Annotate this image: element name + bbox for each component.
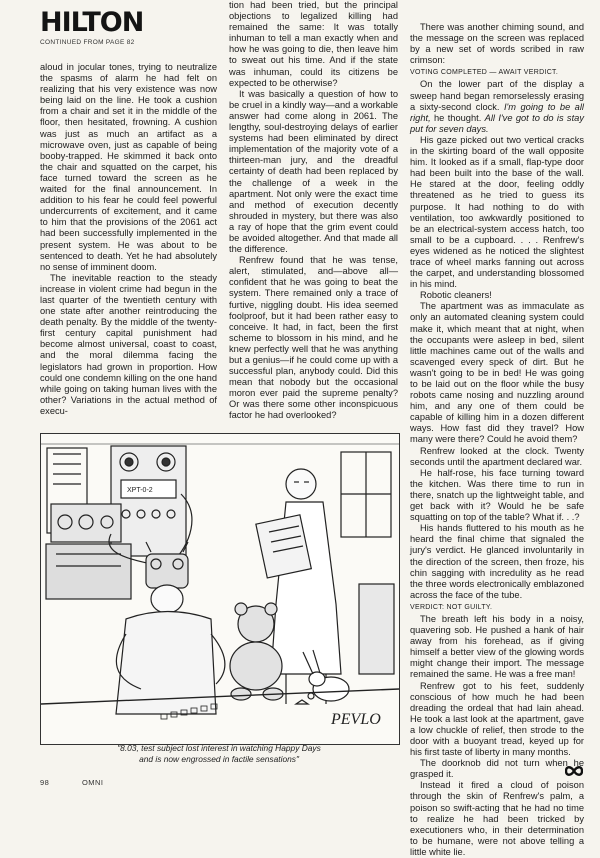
- paragraph: tion had been tried, but the principal objections to legalized killing had remained the same: It was totally inhuman to tell a man exactly when and how he was going to die, then leave him to sweat out his time. And if the state was inhuman, could its citizens be expected to be otherwise?: [229, 0, 398, 88]
- text-run: he thought.: [434, 112, 482, 123]
- paragraph: aloud in jocular tones, trying to neutralize the spasms of alarm he had felt on realizing that his very existence was now being laid on the line. He took a cushion from a chair and set it in the middle of the floor, then hesitated, frowning. A cushion was just as much an artifact as a microwave oven, just as capable of being booby-trapped. He skimmed it back onto the chair and squatted on the carpet, his face turned toward the screen as he waited for the final announcement. In addition to his fear he could feel powerful undercurrents of excitement, and it came to him that the provisions of the 2061 act had been successfully implemented in the present system. He was about to be sentenced to death. Yet he had absolutely no sense of imminent doom.: [40, 62, 217, 272]
- artist-signature: PEVLO: [331, 711, 381, 728]
- paragraph: Renfrew got to his feet, suddenly conscious of how much he had been dreading the ordeal that had lain ahead. He took a last look at the apartment, gave a low chuckle of relief, then strode to the door with a buoyant tread, keyed up for his first taste of liberty in many months.: [410, 680, 584, 758]
- story-logo: HILTON: [40, 7, 144, 38]
- continued-note: CONTINUED FROM PAGE 82: [40, 39, 135, 46]
- scientist-head: [286, 469, 316, 499]
- cartoon-illustration: [40, 433, 400, 745]
- verdict-message: VERDICT: NOT GUILTY.: [410, 603, 493, 611]
- paragraph: Instead it fired a cloud of poison through the skin of Renfrew's palm, a poison so swift-acting that he had no time to realize he had been tricked by executioners who, in their determination to be humane, were not above telling a little white lie.: [410, 780, 584, 857]
- machine-label: XPT-0-2: [127, 487, 153, 494]
- paragraph: Renfrew looked at the clock. Twenty seconds until the apartment declared war.: [410, 445, 584, 467]
- italic-thought: I'm going to be all right,: [410, 101, 584, 123]
- screen-message: VOTING COMPLETED — AWAIT VERDICT.: [410, 69, 559, 77]
- subject-face: [151, 585, 183, 613]
- paragraph: The apartment was as immaculate as only an automated cleaning system could make it, which meant that at night, when the occupants were asleep in bed, silent little machines came out of the walls and scavenged every speck of dirt. But he wasn't going to be in bed! He was going to be laid out on the floor while the busy robots came nosing and nuzzling around him, and any one of them could be capable of killing him in a dozen different ways. How fast did they travel? How many were there? Could he avoid them?: [410, 301, 584, 445]
- page-footer: [40, 778, 134, 787]
- text-run: On the lower part of the display a sweep hand began remorselessly erasing a sixty-second clock.: [410, 79, 584, 112]
- teddy-bear-body: [230, 642, 282, 690]
- paragraph: The breath left his body in a noisy, quavering sob. He pushed a hank of hair away from his forehead, as if giving himself a better view of the glowing words might change their import. The message remained the same. He was a free man!: [410, 613, 584, 680]
- helmet: [146, 554, 188, 588]
- magazine-name: OMNI: [81, 778, 104, 787]
- paragraph: His hands fluttered to his mouth as he heard the final chime that signaled the jury's verdict. He glanced involuntarily in the direction of the screen, then froze, his chin sagging with incredulity as he read the three words electronically emblazoned across the face of the tube.: [410, 523, 584, 600]
- column-2: [229, 0, 398, 422]
- paragraph: He half-rose, his face turning toward the kitchen. Was there time to run in there, snatch up the lightweight table, and get back with it? Would he be safe squatting on top of the table? What if. . .?: [410, 467, 584, 523]
- column-3: [410, 22, 584, 858]
- paragraph: [410, 79, 584, 134]
- paragraph: His gaze picked out two vertical cracks in the skirting board of the wall opposite him. It looked as if a small, flap-type door had been built into the base of the wall. He stared at the door, feeling oddly threatened as he tried to guess its purpose. It had nothing to do with ventilation, too awkwardly positioned to be an electrical-system access hatch, too small to be a cupboard. . . . Renfrew's eyes widened as he noticed the slightest trace of wheel marks fanning out across the carpet, and understanding blossomed in his mind.: [410, 134, 584, 290]
- paragraph: There was another chiming sound, and the message on the screen was replaced by a new set of words scribed in raw crimson:: [410, 22, 584, 66]
- page-number: 98: [40, 778, 50, 787]
- paragraph: The doorknob did not turn when he grasped it.: [410, 758, 584, 780]
- paragraph: It was basically a question of how to be cruel in a kindly way—and a workable answer had come along in 2061. The lengthy, soul-destroying delays of earlier systems had been eliminated by direct implementation of the majority vote of a thirteen-man jury, and the dreadful certainty of death had been replaced by the challenge of a week in the apartment. Not only were the exact time and method of execution decently shrouded in mystery, but there was also a ray of hope that the grim event could be avoided altogether. And that made all the difference.: [229, 88, 398, 255]
- paragraph: The inevitable reaction to the steady increase in violent crime had begun in the last quarter of the twentieth century with one state after another reintroducing the death penalty. By the middle of the twenty-first century capital punishment had become almost universal, coast to coast, and the moral dilemma facing the legislators had grown in proportion. How could one condemn killing on the one hand while going on taking human lives with the other? Variations in the actual method of execu-: [40, 272, 217, 416]
- paragraph: Renfrew found that he was tense, alert, stimulated, and—above all—confident that he was going to beat the system. There remained only a trace of furtive, niggling doubt. His idea seemed foolproof, but it had been rather easy to conceive. It had, in fact, been the first scheme to blossom in his mind, and he knew perfectly well that he was anything but a genius—if he could come up with a successful plan, anybody could. Did this mean that nobody but the occasional moron ever paid the supreme penalty? Or was there some other inconspicuous factor he had overlooked?: [229, 255, 398, 421]
- end-mark-icon: [565, 765, 583, 777]
- paragraph: Robotic cleaners!: [420, 290, 492, 301]
- column-1: [40, 62, 217, 417]
- header: [40, 9, 220, 46]
- italic-thought: All I've got to do is stay put for seven days.: [410, 112, 584, 134]
- caption-line: "8.03, test subject lost interest in watching Happy Days: [117, 743, 321, 753]
- caption-line: and is now engrossed in factile sensations": [139, 753, 299, 764]
- cartoon-drawing: [41, 434, 399, 744]
- cartoon-caption: [40, 743, 398, 764]
